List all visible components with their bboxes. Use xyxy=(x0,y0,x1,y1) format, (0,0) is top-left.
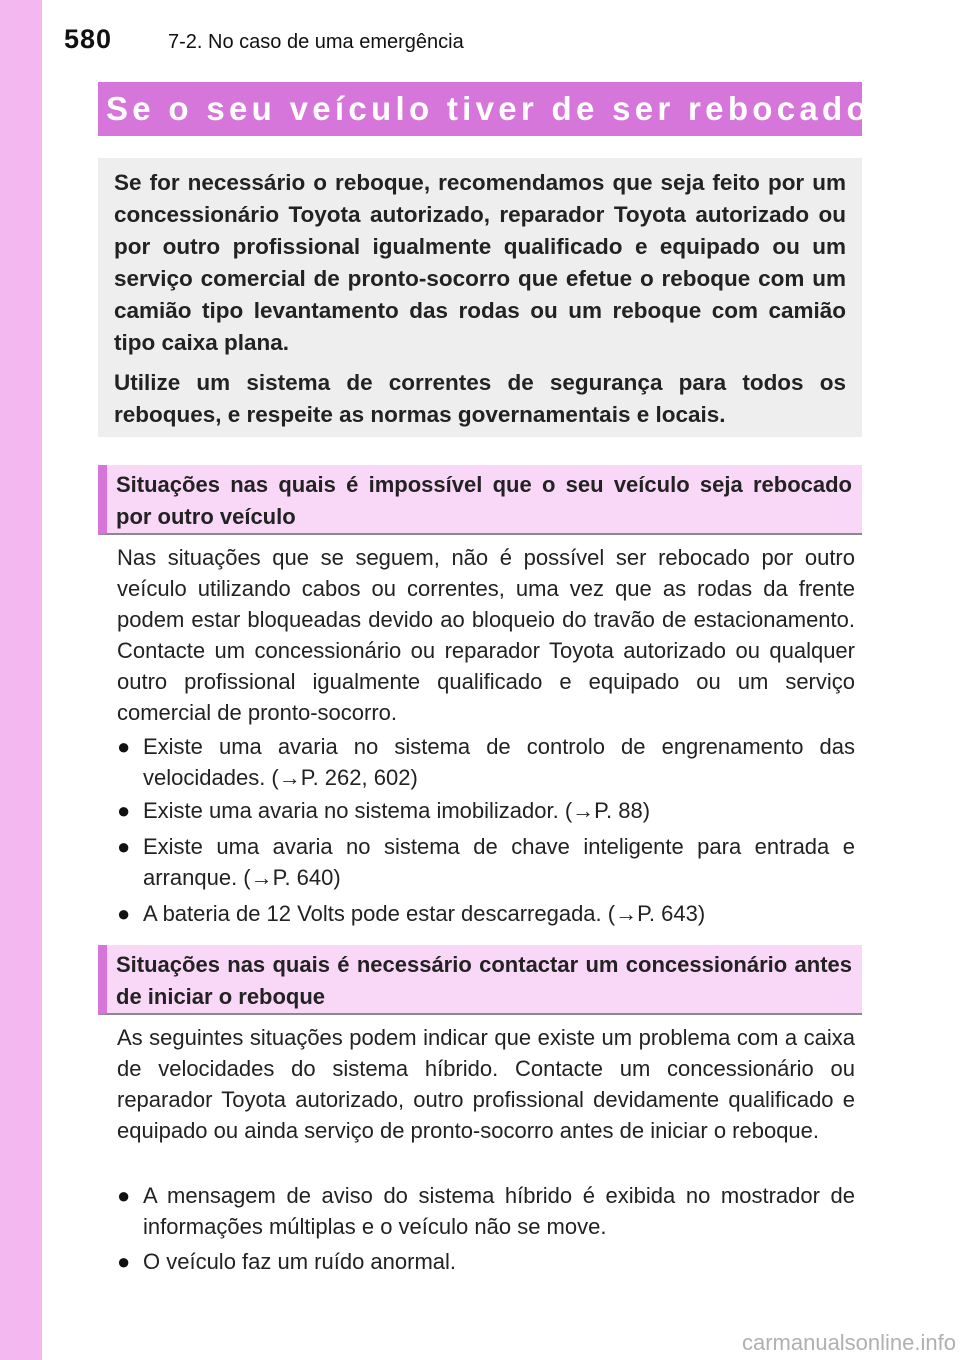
section-label: 7-2. No caso de uma emergência xyxy=(168,31,464,53)
list-item xyxy=(117,898,855,929)
title-bar xyxy=(98,82,871,136)
bullet-icon: ● xyxy=(117,798,131,823)
page-title: Se o seu veículo tiver de ser rebocado xyxy=(106,90,871,127)
subheading-contact-dealer-text: Situações nas quais é necessário contactar um concessionário antes de iniciar o reboque xyxy=(116,952,852,1009)
list-item xyxy=(117,731,855,793)
watermark: carmanualsonline.info xyxy=(741,1330,956,1355)
bullet-icon: ● xyxy=(117,1249,131,1274)
intro-paragraph-1: Se for necessário o reboque, recomendamos que seja feito por um concessionário Toyota autorizado, reparador Toyota autorizado ou por outro profissional igualmente qualificado e equipado ou um serviço comercial de pronto-socorro que efetue o reboque com um camião tipo levantamento das rodas ou um reboque com camião tipo caixa plana. xyxy=(114,170,846,355)
list-item xyxy=(117,831,855,893)
intro-paragraph-2: Utilize um sistema de correntes de segurança para todos os reboques, e respeite as normas governamentais e locais. xyxy=(114,370,846,427)
subheading-impossible-towing-text: Situações nas quais é impossível que o seu veículo seja rebocado por outro veículo xyxy=(116,472,852,529)
page-side-strip xyxy=(0,0,42,1360)
list-item xyxy=(117,1246,855,1277)
subheading-impossible-towing xyxy=(98,465,862,535)
list-item-text: A bateria de 12 Volts pode estar descarregada. (→P. 643) xyxy=(143,901,706,926)
list-item-text: Existe uma avaria no sistema de chave inteligente para entrada e arranque. (→P. 640) xyxy=(143,834,855,890)
list-item-text: Existe uma avaria no sistema imobilizador. (→P. 88) xyxy=(143,798,651,823)
page-number: 580 xyxy=(64,24,113,54)
list-item-text: Existe uma avaria no sistema de controlo de engrenamento das velocidades. (→P. 262, 602) xyxy=(143,734,855,790)
section1-body: Nas situações que se seguem, não é possível ser rebocado por outro veículo utilizando cabos ou correntes, uma vez que as rodas da frente podem estar bloqueadas devido ao bloqueio do travão de estacionamento. Contacte um concessionário ou reparador Toyota autorizado ou qualquer outro profissional igualmente qualificado e equipado ou um serviço comercial de pronto-socorro. xyxy=(117,545,855,725)
list-item-text: A mensagem de aviso do sistema híbrido é exibida no mostrador de informações múltiplas e o veículo não se move. xyxy=(143,1183,855,1239)
bullet-icon: ● xyxy=(117,834,131,859)
list-item-text: O veículo faz um ruído anormal. xyxy=(143,1249,457,1274)
intro-box xyxy=(98,158,862,437)
bullet-icon: ● xyxy=(117,901,131,926)
list-item xyxy=(117,795,855,826)
bullet-icon: ● xyxy=(117,734,131,759)
subheading-contact-dealer xyxy=(98,945,862,1015)
list-item xyxy=(117,1180,855,1242)
bullet-icon: ● xyxy=(117,1183,131,1208)
section2-body: As seguintes situações podem indicar que existe um problema com a caixa de velocidades do sistema híbrido. Contacte um concessionário ou reparador Toyota autorizado, outro profissional devidamente qualificado e equipado ou ainda serviço de pronto-socorro antes de iniciar o reboque. xyxy=(117,1025,855,1143)
